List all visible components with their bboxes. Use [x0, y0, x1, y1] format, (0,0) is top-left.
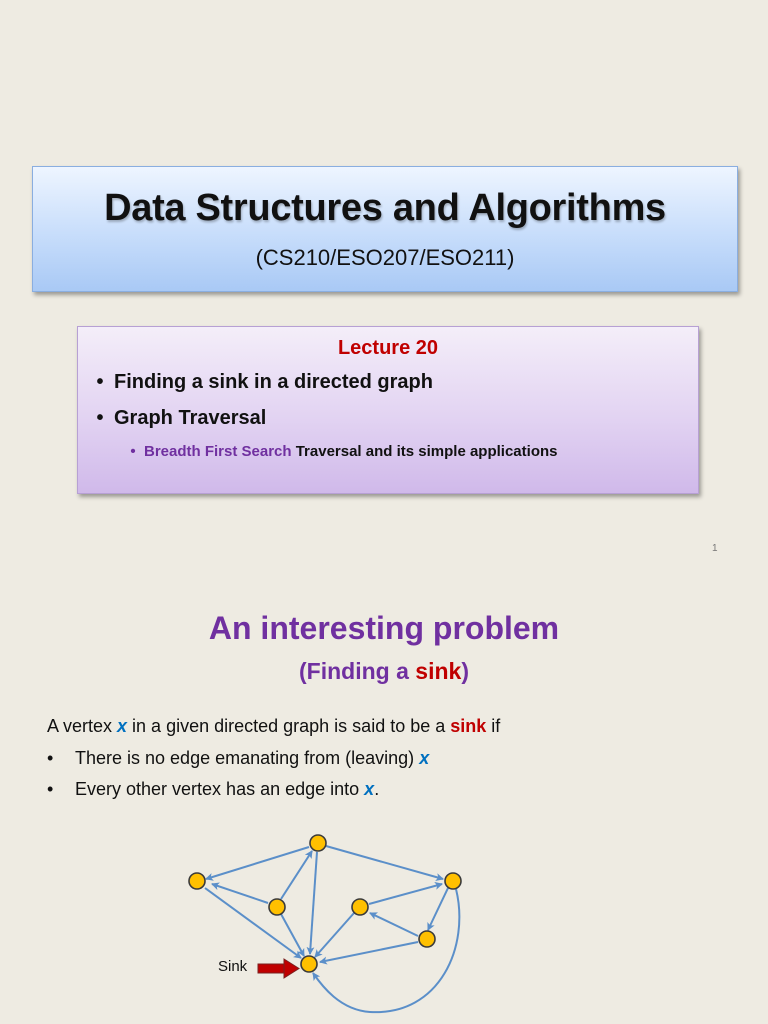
- lecture-box: [77, 326, 699, 494]
- topic-text: Graph Traversal: [114, 407, 267, 429]
- graph-edge: [370, 913, 418, 936]
- condition-text: Every other vertex has an edge into: [75, 779, 365, 799]
- topic-item: [86, 407, 266, 430]
- graph-node: [352, 899, 368, 915]
- subtitle-close: ): [461, 658, 469, 684]
- graph-edge: [428, 888, 448, 930]
- topic-text: Finding a sink in a directed graph: [114, 371, 433, 393]
- bullet-icon: •: [47, 748, 54, 768]
- page-number: 1: [712, 543, 718, 554]
- graph-edge: [313, 889, 459, 1012]
- graph-node: [310, 835, 326, 851]
- definition-suffix: if: [486, 716, 501, 736]
- bullet-icon: •: [130, 443, 136, 460]
- variable-x: x: [419, 748, 430, 768]
- graph-node: [189, 873, 205, 889]
- graph-node: [445, 873, 461, 889]
- definition-prefix: A vertex: [47, 716, 118, 736]
- variable-x: x: [117, 716, 128, 736]
- directed-graph-diagram: [0, 576, 768, 1024]
- graph-edge: [315, 913, 354, 957]
- sink-label: Sink: [218, 958, 248, 975]
- lecture-label: Lecture 20: [337, 337, 439, 359]
- slide-title: An interesting problem: [208, 610, 560, 646]
- variable-x: x: [364, 779, 375, 799]
- graph-node: [419, 931, 435, 947]
- slide-title: Data Structures and Algorithms: [104, 187, 666, 229]
- topic-item: [86, 371, 433, 394]
- graph-edge: [326, 846, 443, 879]
- graph-edge: [310, 852, 317, 954]
- condition-end: .: [374, 779, 380, 799]
- graph-node-sink: [301, 956, 317, 972]
- bullet-icon: •: [96, 407, 104, 429]
- slide-2: [0, 576, 768, 1024]
- definition-sink: sink: [450, 716, 487, 736]
- graph-edge: [281, 851, 312, 899]
- title-box: [32, 166, 738, 292]
- graph-nodes: [189, 835, 461, 972]
- subtopic-item: [122, 443, 557, 460]
- sink-arrow-icon: [258, 959, 299, 978]
- bullet-icon: •: [96, 371, 104, 393]
- subtitle-sink: sink: [415, 658, 462, 684]
- graph-edge: [206, 847, 309, 879]
- definition-middle: in a given directed graph is said to be a: [127, 716, 451, 736]
- bullet-icon: •: [47, 779, 54, 799]
- graph-edge: [320, 942, 418, 962]
- condition-text: There is no edge emanating from (leaving): [75, 748, 420, 768]
- graph-node: [269, 899, 285, 915]
- course-codes: (CS210/ESO207/ESO211): [255, 245, 515, 270]
- subtitle-open: (Finding a: [299, 658, 416, 684]
- subtopic-highlight: Breadth First Search: [144, 443, 292, 460]
- graph-edge: [369, 884, 442, 904]
- graph-edge: [281, 914, 304, 956]
- graph-edges: [205, 846, 459, 1012]
- subtopic-text: Traversal and its simple applications: [291, 443, 558, 460]
